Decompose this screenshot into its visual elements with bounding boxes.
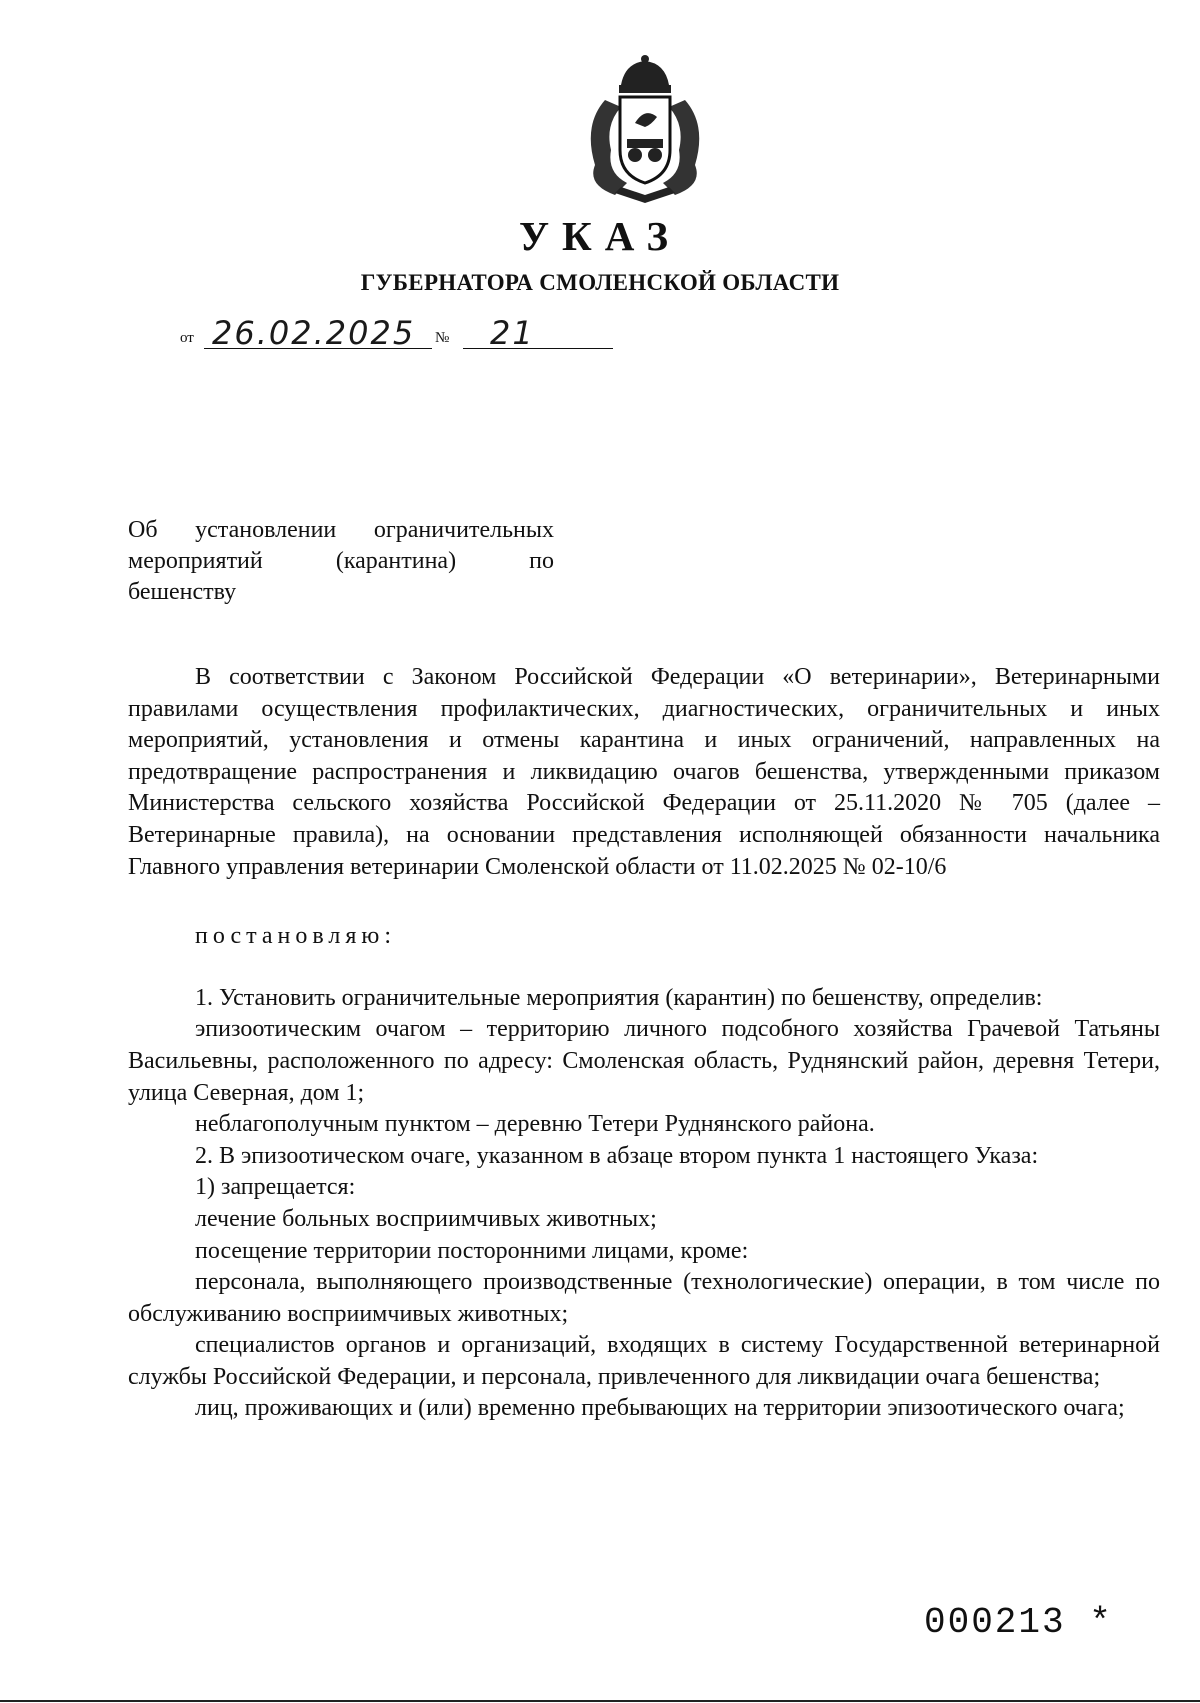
document-body [128,662,1160,1425]
paragraph: лечение больных восприимчивых животных; [195,1205,657,1232]
paragraph: неблагополучным пунктом – деревню Тетери Руднянского района. [195,1111,875,1138]
document-issuer: ГУБЕРНАТОРА СМОЛЕНСКОЙ ОБЛАСТИ [360,270,840,295]
document-subject [128,515,554,608]
paragraph: посещение территории посторонними лицами, кроме: [195,1237,749,1264]
paragraph: 1. Установить ограничительные мероприятия (карантин) по бешенству, определив: [195,984,1043,1011]
smolensk-coat-of-arms-icon [565,55,725,205]
date-underline [204,348,432,349]
paragraph: персонала, выполняющего производственные (технологические) операции, в том числе по обслуживанию восприимчивых животных; [128,1269,1160,1327]
subject-line: мероприятий (карантина) по [128,548,554,574]
subject-line: бешенству [128,579,237,605]
paragraph: специалистов органов и организаций, входящих в систему Государственной ветеринарной службы Российской Федерации, и персонала, привлеченного для ликвидации очага бешенства; [128,1332,1160,1390]
handwritten-number: 21 [490,314,535,352]
paragraph: эпизоотическим очагом – территорию личного подсобного хозяйства Грачевой Татьяны Васильевны, расположенного по адресу: Смоленская область, Руднянский район, деревня Тетери, улица Северная, дом 1; [128,1016,1160,1106]
number-prefix: № [435,330,450,346]
paragraph: лиц, проживающих и (или) временно пребывающих на территории эпизоотического очага; [195,1395,1125,1422]
decree-word: постановляю: [195,923,396,950]
paragraph: 2. В эпизоотическом очаге, указанном в абзаце втором пункта 1 настоящего Указа: [195,1142,1039,1169]
preamble-paragraph: В соответствии с Законом Российской Федерации «О ветеринарии», Ветеринарными правилами осуществления профилактических, диагностических, ограничительных и иных мероприятий, установления и отмены карантина и иных ограничений, направленных на предотвращение распространения и ликвидацию очагов бешенства, утвержденными приказом Министерства сельского хозяйства Российской Федерации от 25.11.2020 № 705 (далее – Ветеринарные правила), на основании представления исполняющей обязанности начальника Главного управления ветеринарии Смоленской области от 11.02.2025 № 02-10/6 [128,664,1160,880]
subject-line: Об установлении ограничительных [128,517,554,543]
page-bottom-edge [0,1700,1200,1702]
paragraph: 1) запрещается: [195,1174,356,1201]
document-title: УКАЗ [518,213,682,259]
handwritten-date: 26.02.2025 [212,314,416,352]
form-serial-number: 000213 * [924,1602,1113,1643]
number-underline [463,348,613,349]
date-number-line [180,312,630,352]
date-prefix: от [180,330,194,346]
